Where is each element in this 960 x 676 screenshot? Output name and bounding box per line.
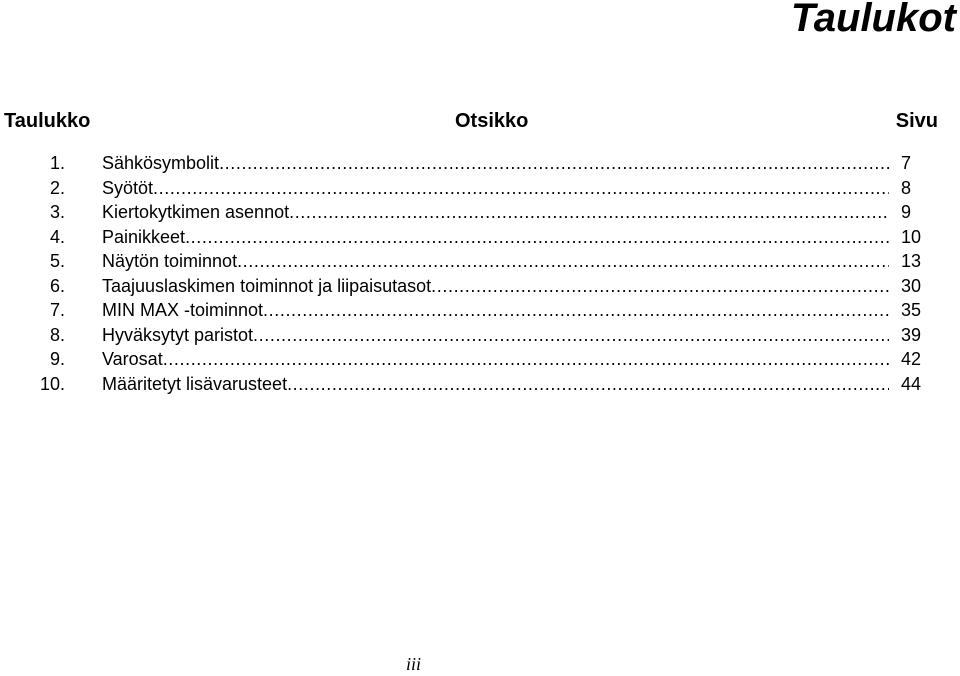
dot-leader <box>153 176 889 201</box>
page-folio: iii <box>406 654 422 674</box>
toc-entry[interactable] <box>0 347 960 372</box>
entry-label: Määritetyt lisävarusteet <box>102 373 288 394</box>
entry-label: Taajuuslaskimen toiminnot ja liipaisutasot <box>102 275 432 296</box>
entry-page-number: 8 <box>901 177 912 198</box>
entry-page-number: 30 <box>901 275 922 296</box>
page-title: Taulukot <box>790 0 956 40</box>
entry-number: 9. <box>50 349 66 369</box>
entry-number: 6. <box>50 275 66 296</box>
dot-leader <box>289 200 889 225</box>
table-of-tables <box>0 151 960 396</box>
column-header-table: Taulukko <box>4 110 91 132</box>
toc-entry[interactable] <box>0 372 960 397</box>
toc-entry[interactable] <box>0 249 960 274</box>
entry-page-number: 13 <box>901 251 922 271</box>
entry-page-number: 10 <box>901 226 922 247</box>
toc-entry[interactable] <box>0 225 960 250</box>
toc-entry[interactable] <box>0 274 960 299</box>
column-header-title: Otsikko <box>455 110 529 132</box>
toc-entry[interactable] <box>0 298 960 323</box>
entry-number: 1. <box>50 153 66 173</box>
table-header-row <box>4 108 938 134</box>
entry-label: MIN MAX -toiminnot <box>102 300 264 320</box>
entry-number: 4. <box>50 226 66 247</box>
entry-label: Hyväksytyt paristot <box>102 324 254 345</box>
entry-label: Syötöt <box>102 177 154 198</box>
dot-leader <box>431 274 889 299</box>
entry-number: 2. <box>50 177 66 198</box>
toc-entry[interactable] <box>0 151 960 176</box>
entry-label: Näytön toiminnot <box>102 251 238 271</box>
toc-entry[interactable] <box>0 200 960 225</box>
column-header-page: Sivu <box>895 110 938 132</box>
entry-number: 5. <box>50 251 66 271</box>
dot-leader <box>185 225 889 250</box>
entry-number: 10. <box>40 373 66 394</box>
dot-leader <box>163 347 889 372</box>
entry-label: Sähkösymbolit <box>102 153 220 173</box>
entry-page-number: 7 <box>901 153 912 173</box>
entry-page-number: 9 <box>901 202 912 222</box>
entry-page-number: 42 <box>901 349 922 369</box>
toc-entry[interactable] <box>0 176 960 201</box>
entry-number: 3. <box>50 202 66 222</box>
entry-label: Varosat <box>102 349 163 369</box>
dot-leader <box>237 249 889 274</box>
dot-leader <box>263 298 889 323</box>
toc-entry[interactable] <box>0 323 960 348</box>
entry-page-number: 44 <box>901 373 922 394</box>
entry-number: 8. <box>50 324 66 345</box>
entry-label: Kiertokytkimen asennot <box>102 202 290 222</box>
entry-page-number: 39 <box>901 324 922 345</box>
entry-number: 7. <box>50 300 66 320</box>
entry-label: Painikkeet <box>102 226 186 247</box>
entry-page-number: 35 <box>901 300 922 320</box>
dot-leader <box>219 151 889 176</box>
dot-leader <box>253 323 889 348</box>
dot-leader <box>287 372 889 397</box>
